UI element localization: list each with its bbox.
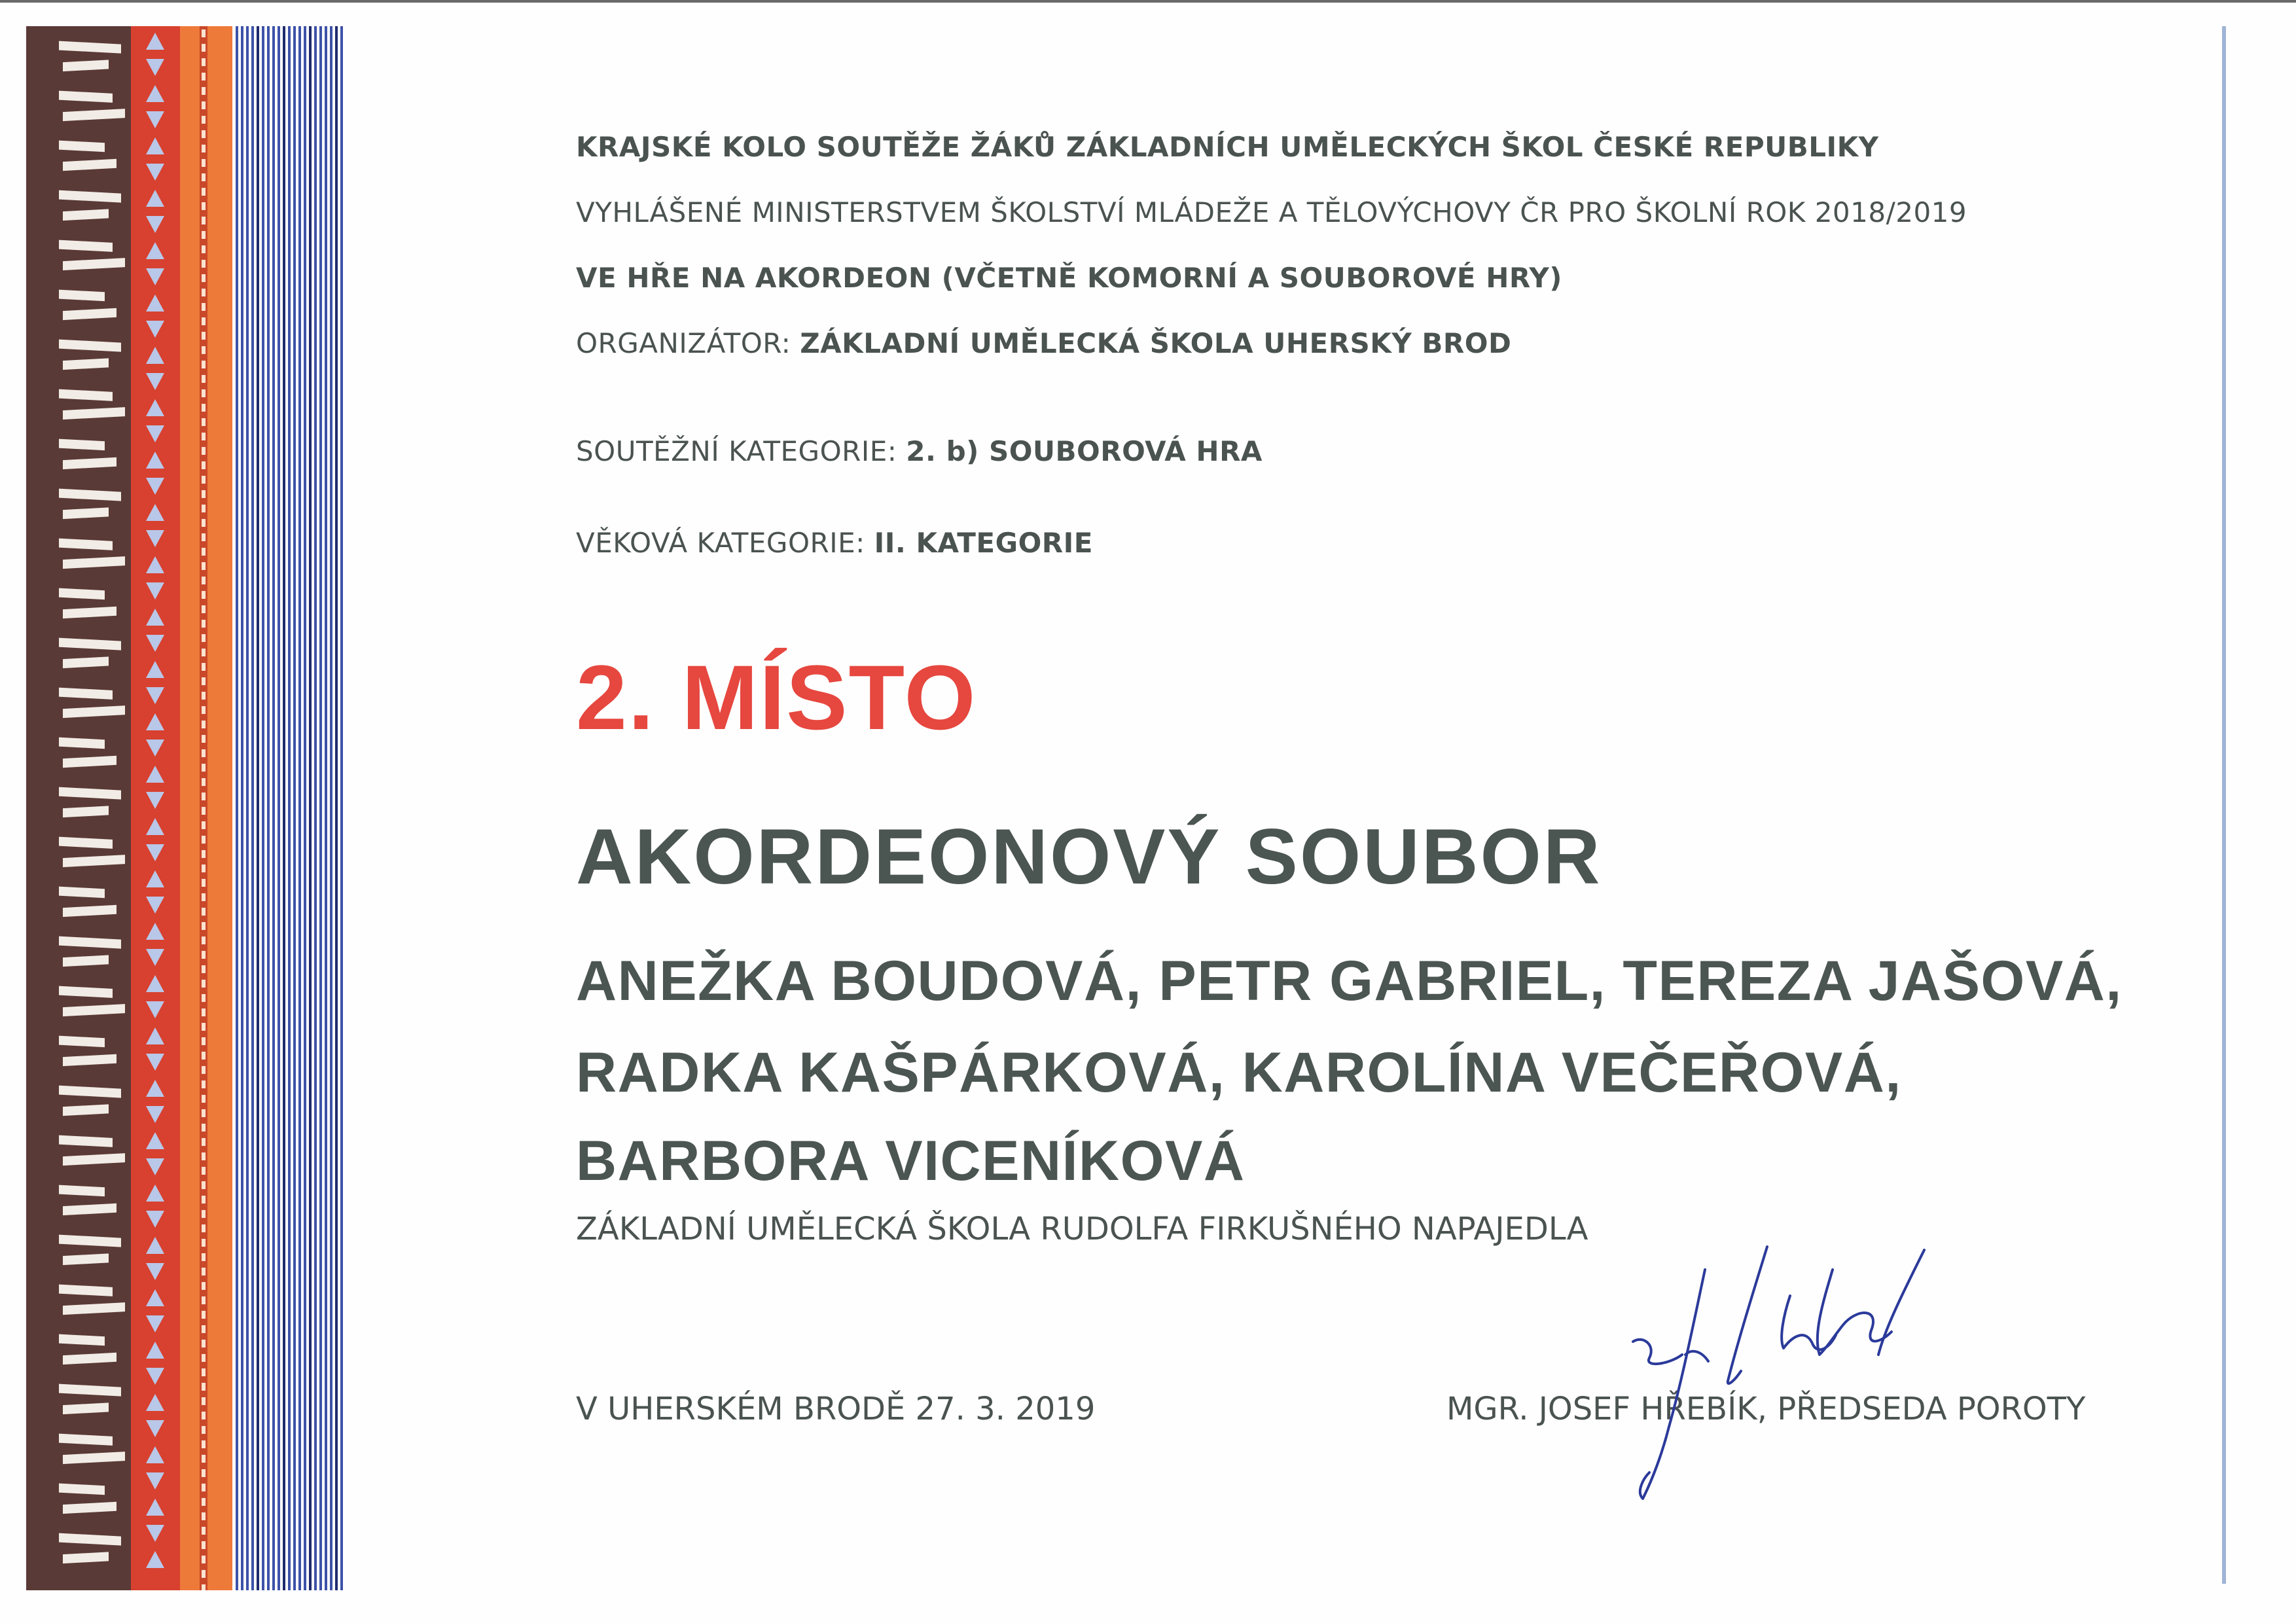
folk-ornament-band: [26, 26, 346, 1590]
award-place: 2. MÍSTO: [576, 646, 977, 749]
place-date: V UHERSKÉM BRODĚ 27. 3. 2019: [576, 1391, 1096, 1427]
ensemble-name: AKORDEONOVÝ SOUBOR: [576, 813, 1602, 901]
age-category-line: [576, 527, 1093, 559]
competition-category-label: SOUTĚŽNÍ KATEGORIE:: [576, 435, 897, 467]
age-category-value: II. KATEGORIE: [874, 527, 1093, 559]
competition-title: KRAJSKÉ KOLO SOUTĚŽE ŽÁKŮ ZÁKLADNÍCH UMĚLECKÝCH ŠKOL ČESKÉ REPUBLIKY: [576, 131, 1879, 163]
signatory: MGR. JOSEF HŘEBÍK, PŘEDSEDA POROTY: [1446, 1391, 2086, 1427]
scan-edge: [0, 0, 2296, 3]
organizer-line: [576, 327, 1511, 359]
announcement-line: VYHLÁŠENÉ MINISTERSTVEM ŠKOLSTVÍ MLÁDEŽE A TĚLOVÝCHOVY ČR PRO ŠKOLNÍ ROK 2018/2019: [576, 196, 1967, 228]
competition-category-line: [576, 435, 1263, 467]
organizer-label: ORGANIZÁTOR:: [576, 327, 791, 359]
age-category-label: VĚKOVÁ KATEGORIE:: [576, 527, 865, 559]
members-line-2: RADKA KAŠPÁRKOVÁ, KAROLÍNA VEČEŘOVÁ,: [576, 1041, 1902, 1104]
members-line-3: BARBORA VICENÍKOVÁ: [576, 1130, 1246, 1192]
right-border-line: [2222, 26, 2226, 1584]
discipline-line: VE HŘE NA AKORDEON (VČETNĚ KOMORNÍ A SOUBOROVÉ HRY): [576, 262, 1563, 294]
organizer-value: ZÁKLADNÍ UMĚLECKÁ ŠKOLA UHERSKÝ BROD: [800, 327, 1512, 359]
members-line-1: ANEŽKA BOUDOVÁ, PETR GABRIEL, TEREZA JAŠOVÁ,: [576, 950, 2123, 1012]
school-name: ZÁKLADNÍ UMĚLECKÁ ŠKOLA RUDOLFA FIRKUŠNÉHO NAPAJEDLA: [576, 1211, 1588, 1247]
handwritten-signature: [1571, 1230, 1950, 1505]
competition-category-value: 2. b) SOUBOROVÁ HRA: [906, 435, 1263, 467]
